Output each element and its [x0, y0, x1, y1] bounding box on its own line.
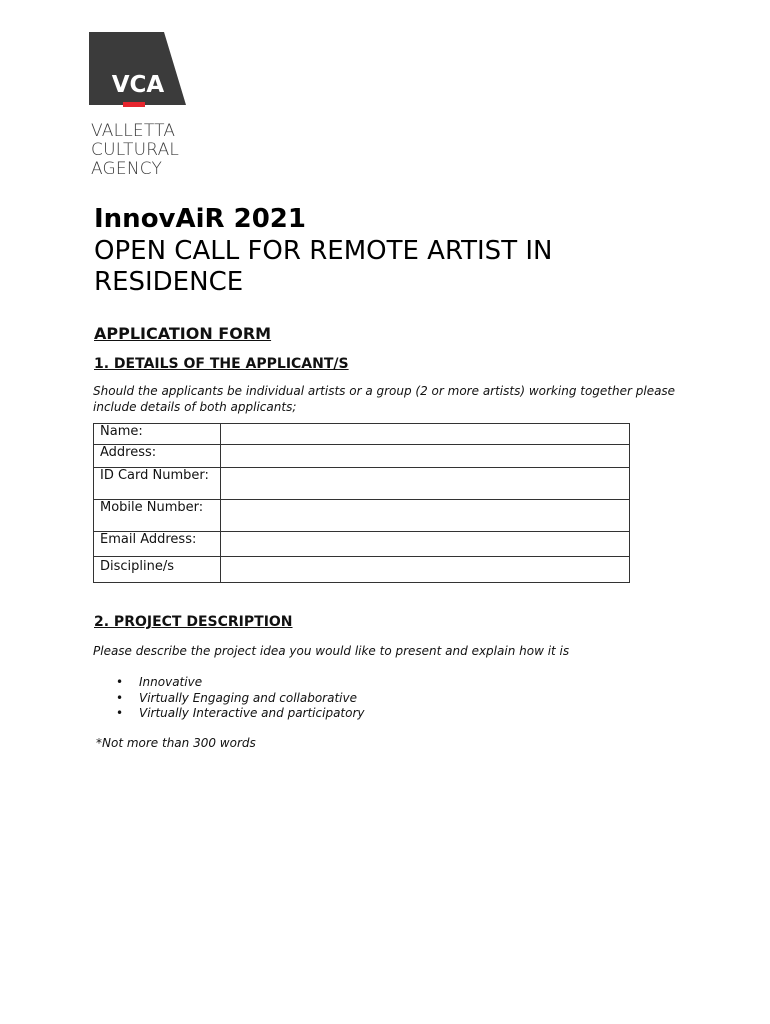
list-item [113, 706, 365, 722]
list-item [113, 675, 365, 691]
criteria-item-innovative: Innovative [139, 675, 203, 689]
applicant-details-table [93, 423, 630, 583]
table-row [94, 445, 630, 468]
field-label-discipline: Discipline/s [94, 557, 221, 583]
mobile-field[interactable] [221, 500, 629, 515]
document-subtitle: OPEN CALL FOR REMOTE ARTIST IN RESIDENCE [94, 236, 553, 297]
mobile-field-cell[interactable] [221, 500, 630, 532]
logo-name-line-2: CULTURAL [91, 140, 180, 160]
criteria-item-interactive: Virtually Interactive and participatory [139, 706, 365, 720]
application-form-heading: APPLICATION FORM [94, 324, 272, 343]
email-field-cell[interactable] [221, 532, 630, 557]
logo-agency-name [91, 122, 179, 179]
table-row [94, 468, 630, 500]
bullet-icon: • [116, 690, 124, 705]
bullet-icon: • [116, 675, 124, 689]
email-field[interactable] [221, 532, 629, 547]
table-row [94, 424, 630, 445]
bullet-icon: • [116, 706, 124, 720]
criteria-item-engaging: Virtually Engaging and collaborative [139, 690, 357, 705]
discipline-field[interactable] [221, 557, 629, 572]
field-label-email: Email Address: [94, 532, 221, 557]
field-label-mobile: Mobile Number: [94, 500, 221, 532]
id-card-field-cell[interactable] [221, 468, 630, 500]
criteria-list [113, 675, 365, 722]
vca-logo [89, 32, 209, 184]
section-1-intro: Should the applicants be individual artists or a group (2 or more artists) working together please include details of both applicants; [93, 384, 676, 414]
logo-name-line-1: VALLETTA [91, 121, 176, 141]
field-label-address: Address: [94, 445, 221, 468]
name-field-cell[interactable] [221, 424, 630, 445]
section-2-heading: 2. PROJECT DESCRIPTION [94, 614, 293, 630]
table-row [94, 557, 630, 583]
list-item [113, 691, 365, 707]
address-field[interactable] [221, 445, 629, 460]
word-limit-note: *Not more than 300 words [96, 736, 256, 750]
section-1-heading: 1. DETAILS OF THE APPLICANT/S [94, 356, 349, 372]
document-title: InnovAiR 2021 [94, 204, 306, 234]
address-field-cell[interactable] [221, 445, 630, 468]
table-row [94, 500, 630, 532]
vca-logo-mark [89, 32, 189, 108]
logo-name-line-3: AGENCY [91, 159, 163, 179]
logo-mark-text: VCA [111, 72, 165, 98]
discipline-field-cell[interactable] [221, 557, 630, 583]
section-2-intro: Please describe the project idea you would like to present and explain how it is [93, 644, 570, 658]
logo-accent-bar [123, 102, 145, 107]
table-row [94, 532, 630, 557]
id-card-field[interactable] [221, 468, 629, 483]
field-label-id-card: ID Card Number: [94, 468, 221, 500]
name-field[interactable] [221, 424, 629, 439]
field-label-name: Name: [94, 424, 221, 445]
